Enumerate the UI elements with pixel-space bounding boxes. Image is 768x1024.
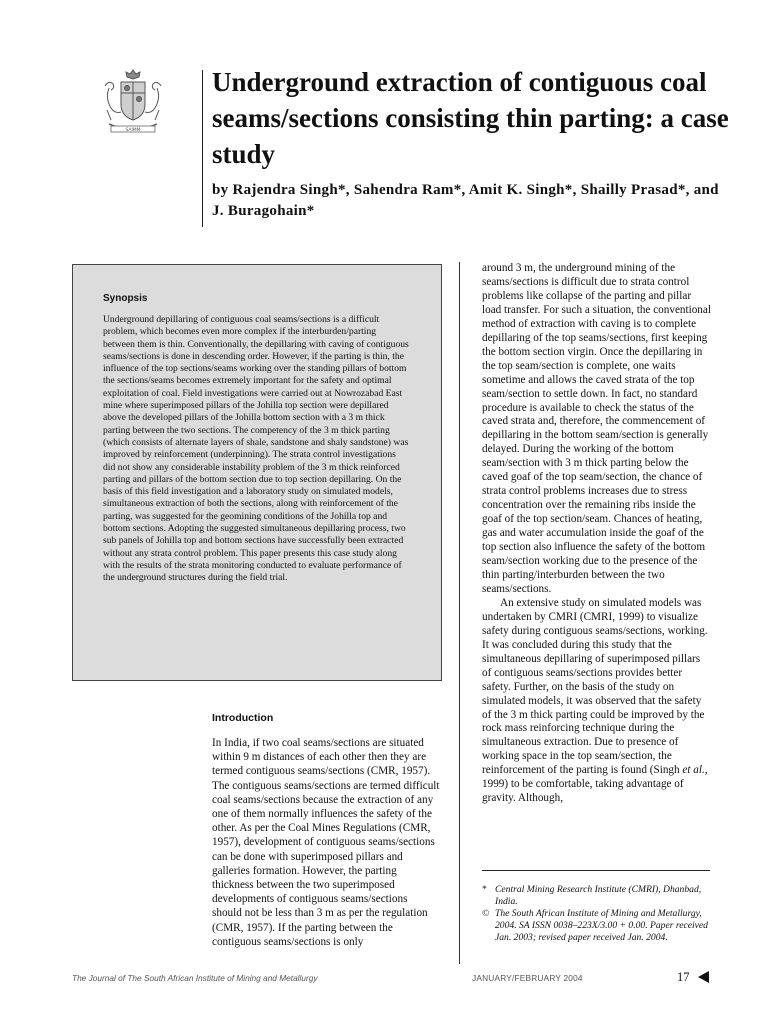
footnote-mark-asterisk: * — [482, 884, 487, 895]
introduction-heading: Introduction — [212, 712, 274, 724]
right-column — [482, 262, 712, 806]
paragraph-2-et-al: et al. — [682, 764, 705, 777]
footnote-affiliation — [482, 884, 714, 908]
right-column-paragraph-1: around 3 m, the underground mining of the seams/sections is difficult due to strata control problems like collapse of the parting and pillar load transfer. For such a situation, the conventional method of extraction with caving is to complete depillaring of the top seams/sections, first keeping the bottom section virgin. Once the depillaring in the top seam/section is complete, one waits sometime and allows the caved strata of the top seam/section to settle down. In fact, no standard procedure is available to check the status of the caved strata and, therefore, the commencement of depillaring in the bottom seam/section is generally delayed. During the working of the bottom seam/section with 3 m thick parting below the caved goaf of the top seam/section, the chance of strata control problems increases due to stress concentration over the remaining ribs inside the goaf of the top section/seam. Chances of heating, gas and water accumulation inside the goaf of the top section also influence the safety of the bottom seam/section working due to the presence of the thin parting/interburden between the two seams/sections. — [482, 262, 711, 595]
introduction-text: In India, if two coal seams/sections are situated within 9 m distances of each other then they are termed contiguous seams/sections (CMR, 1957). The contiguous seams/sections are termed difficult coal seams/sections because the extraction of any one of them normally influences the safety of the other. As per the Coal Mines Regulations (CMR, 1957), development of contiguous seams/sections can be done with superimposed pillars and galleries formation. However, the parting thickness between the two superimposed developments of contiguous seams/sections should not be less than 3 m as per the regulation (CMR, 1957). If the parting between the contiguous seams/sections is only — [212, 737, 440, 948]
saimm-crest-logo — [95, 66, 171, 142]
footnote-copyright-text: The South African Institute of Mining and Metallurgy, 2004. SA ISSN 0038–223X/3.00 + 0.00. Paper received Jan. 2003; revised paper received Jan. 2004. — [495, 908, 708, 944]
crest-motto: SAIMM — [125, 128, 141, 133]
footer-journal-name: The Journal of The South African Institute of Mining and Metallurgy — [72, 973, 318, 983]
title-rule — [202, 70, 203, 227]
footnotes — [482, 884, 714, 944]
right-column-paragraph-2 — [482, 597, 712, 806]
paragraph-2-text-start: An extensive study on simulated models was undertaken by CMRI (CMRI, 1999) to visualize safety during contiguous seams/sections, working. It was concluded during this study that the simultaneous depillaring of superimposed pillars of contiguous seams/sections provides better safety. Further, on the basis of the study on simulated models, it was observed that the safety of the 3 m thick parting could be improved by the rock mass reinforcing technique during the simultaneous extraction. Due to presence of working space in the top seam/section, the reinforcement of the parting is found (Singh — [482, 596, 708, 777]
footnote-affiliation-text: Central Mining Research Institute (CMRI), Dhanbad, India. — [495, 884, 702, 908]
footnote-mark-copyright: © — [482, 908, 490, 920]
column-separator — [459, 262, 460, 964]
synopsis-text: Underground depillaring of contiguous coal seams/sections is a difficult problem, which becomes even more complex if the interburden/parting between them is thin. Conventionally, the depillaring with caving of contiguous seams/sections is done in descending order. However, if the parting is thin, the influence of the top sections/seams working over the standing pillars of bottom the sections/seams becomes extremely important for the safety and optimal exploitation of coal. Field investigations were carried out at Nowrozabad East mine where superimposed pillars of the Johilla top section were depillared above the developed pillars of the Johilla bottom section with a 3 m thick parting between the two sections. The competency of the 3 m thick parting (which consists of alternate layers of shale, sandstone and shaly sandstone) was improved by reinforcement (underpinning). The strata control investigations did not show any considerable instability problem of the 3 m thick reinforced parting and pillars of the bottom section due to top section depillaring. On the basis of this field investigation and a laboratory study on simulated models, simultaneous extraction of both the sections, along with reinforcement of the parting, was suggested for the geomining conditions of the Johilla top and bottom sections. Adopting the suggested simultaneous depillaring process, two sub panels of Johilla top and bottom sections have successfully been extracted without any strata control problem. This paper presents this case study along with the results of the strata monitoring conducted to evaluate performance of the underground structures during the field trial. — [103, 314, 409, 584]
article-authors: by Rajendra Singh*, Sahendra Ram*, Amit K. Singh*, Shailly Prasad*, and J. Buragohain* — [212, 182, 719, 219]
paragraph-2-text-end: , 1999) to be comfortable, taking advantage of gravity. Although, — [482, 764, 708, 805]
footer-issue-date: JANUARY/FEBRUARY 2004 — [472, 973, 583, 983]
page-arrow-icon — [696, 970, 710, 984]
footnote-rule — [482, 870, 710, 871]
synopsis-heading: Synopsis — [103, 293, 148, 304]
article-title: Underground extraction of contiguous coal seams/sections consisting thin parting: a case study — [212, 67, 729, 169]
footnote-copyright — [482, 908, 714, 944]
page-number: 17 — [677, 970, 690, 984]
